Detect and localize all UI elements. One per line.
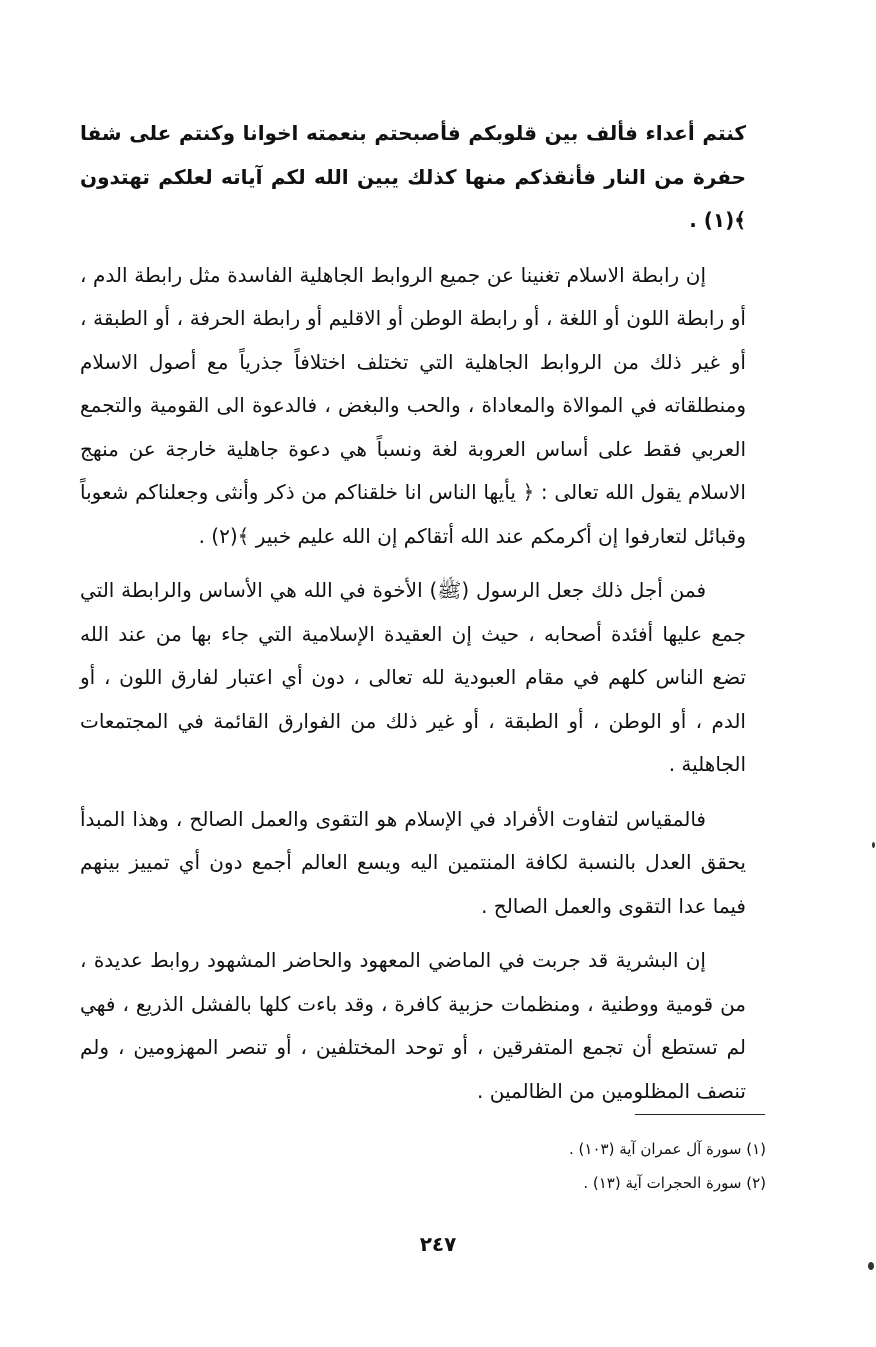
scan-speck [868,1262,874,1270]
paragraph-2: إن رابطة الاسلام تغنينا عن جميع الروابط الجاهلية الفاسدة مثل رابطة الدم ، أو رابطة اللون أو اللغة ، أو رابطة الوطن أو الاقليم أو رابطة الحرفة ، أو الطبقة ، أو غير ذلك من الروابط الجاهلية التي تختلف اختلافاً جذرياً مع أصول الاسلام ومنطلقاته في الموالاة والمعاداة ، والحب والبغض ، فالدعوة الى القومية والتجمع العربي فقط على أساس العروبة لغة ونسباً هي دعوة جاهلية خارجة عن منهج الاسلام يقول الله تعالى : ﴿ يأيها الناس انا خلقناكم من ذكر وأنثى وجعلناكم شعوباً وقبائل لتعارفوا إن أكرمكم عند الله أتقاكم إن الله عليم خبير ﴾(٢) . [80,262,746,548]
paragraph-5: إن البشرية قد جربت في الماضي المعهود والحاضر المشهود روابط عديدة ، من قومية ووطنية ، ومنظمات حزبية كافرة ، وقد باءت كلها بالفشل الذريع ، فهي لم تستطع أن تجمع المتفرقين ، أو توحد المختلفين ، أو تنصر المهزومين ، ولم تنصف المظلومين من الظالمين . [80,948,746,1103]
footnote-2: (٢) سورة الحجرات آية (١٣) . [583,1174,766,1192]
paragraph-4: فالمقياس لتفاوت الأفراد في الإسلام هو التقوى والعمل الصالح ، وهذا المبدأ يحقق العدل بالنسبة لكافة المنتمين اليه ويسع العالم أجمع دون أي تمييز بينهم فيما عدا التقوى والعمل الصالح . [80,806,746,918]
footnote-1: (١) سورة آل عمران آية (١٠٣) . [569,1140,766,1158]
paragraph-3: فمن أجل ذلك جعل الرسول (ﷺ) الأخوة في الله هي الأساس والرابطة التي جمع عليها أفئدة أصحابه ، حيث إن العقيدة الإسلامية التي جاء بها من عند الله تضع الناس كلهم في مقام العبودية لله تعالى ، دون أي اعتبار لفارق اللون ، أو الدم ، أو الوطن ، أو الطبقة ، أو غير ذلك من الفوارق القائمة في المجتمعات الجاهلية . [80,578,746,776]
footnotes [569,1132,766,1200]
paragraph-1: كنتم أعداء فألف بين قلوبكم فأصبحتم بنعمته اخوانا وكنتم على شفا حفرة من النار فأنقذكم منها كذلك يبين الله لكم آياته لعلكم تهتدون ﴾(١) . [80,121,746,232]
page-number: ٢٤٧ [419,1232,457,1256]
footnote-divider [635,1114,765,1115]
page-body [80,112,746,1113]
scan-speck [872,842,875,848]
